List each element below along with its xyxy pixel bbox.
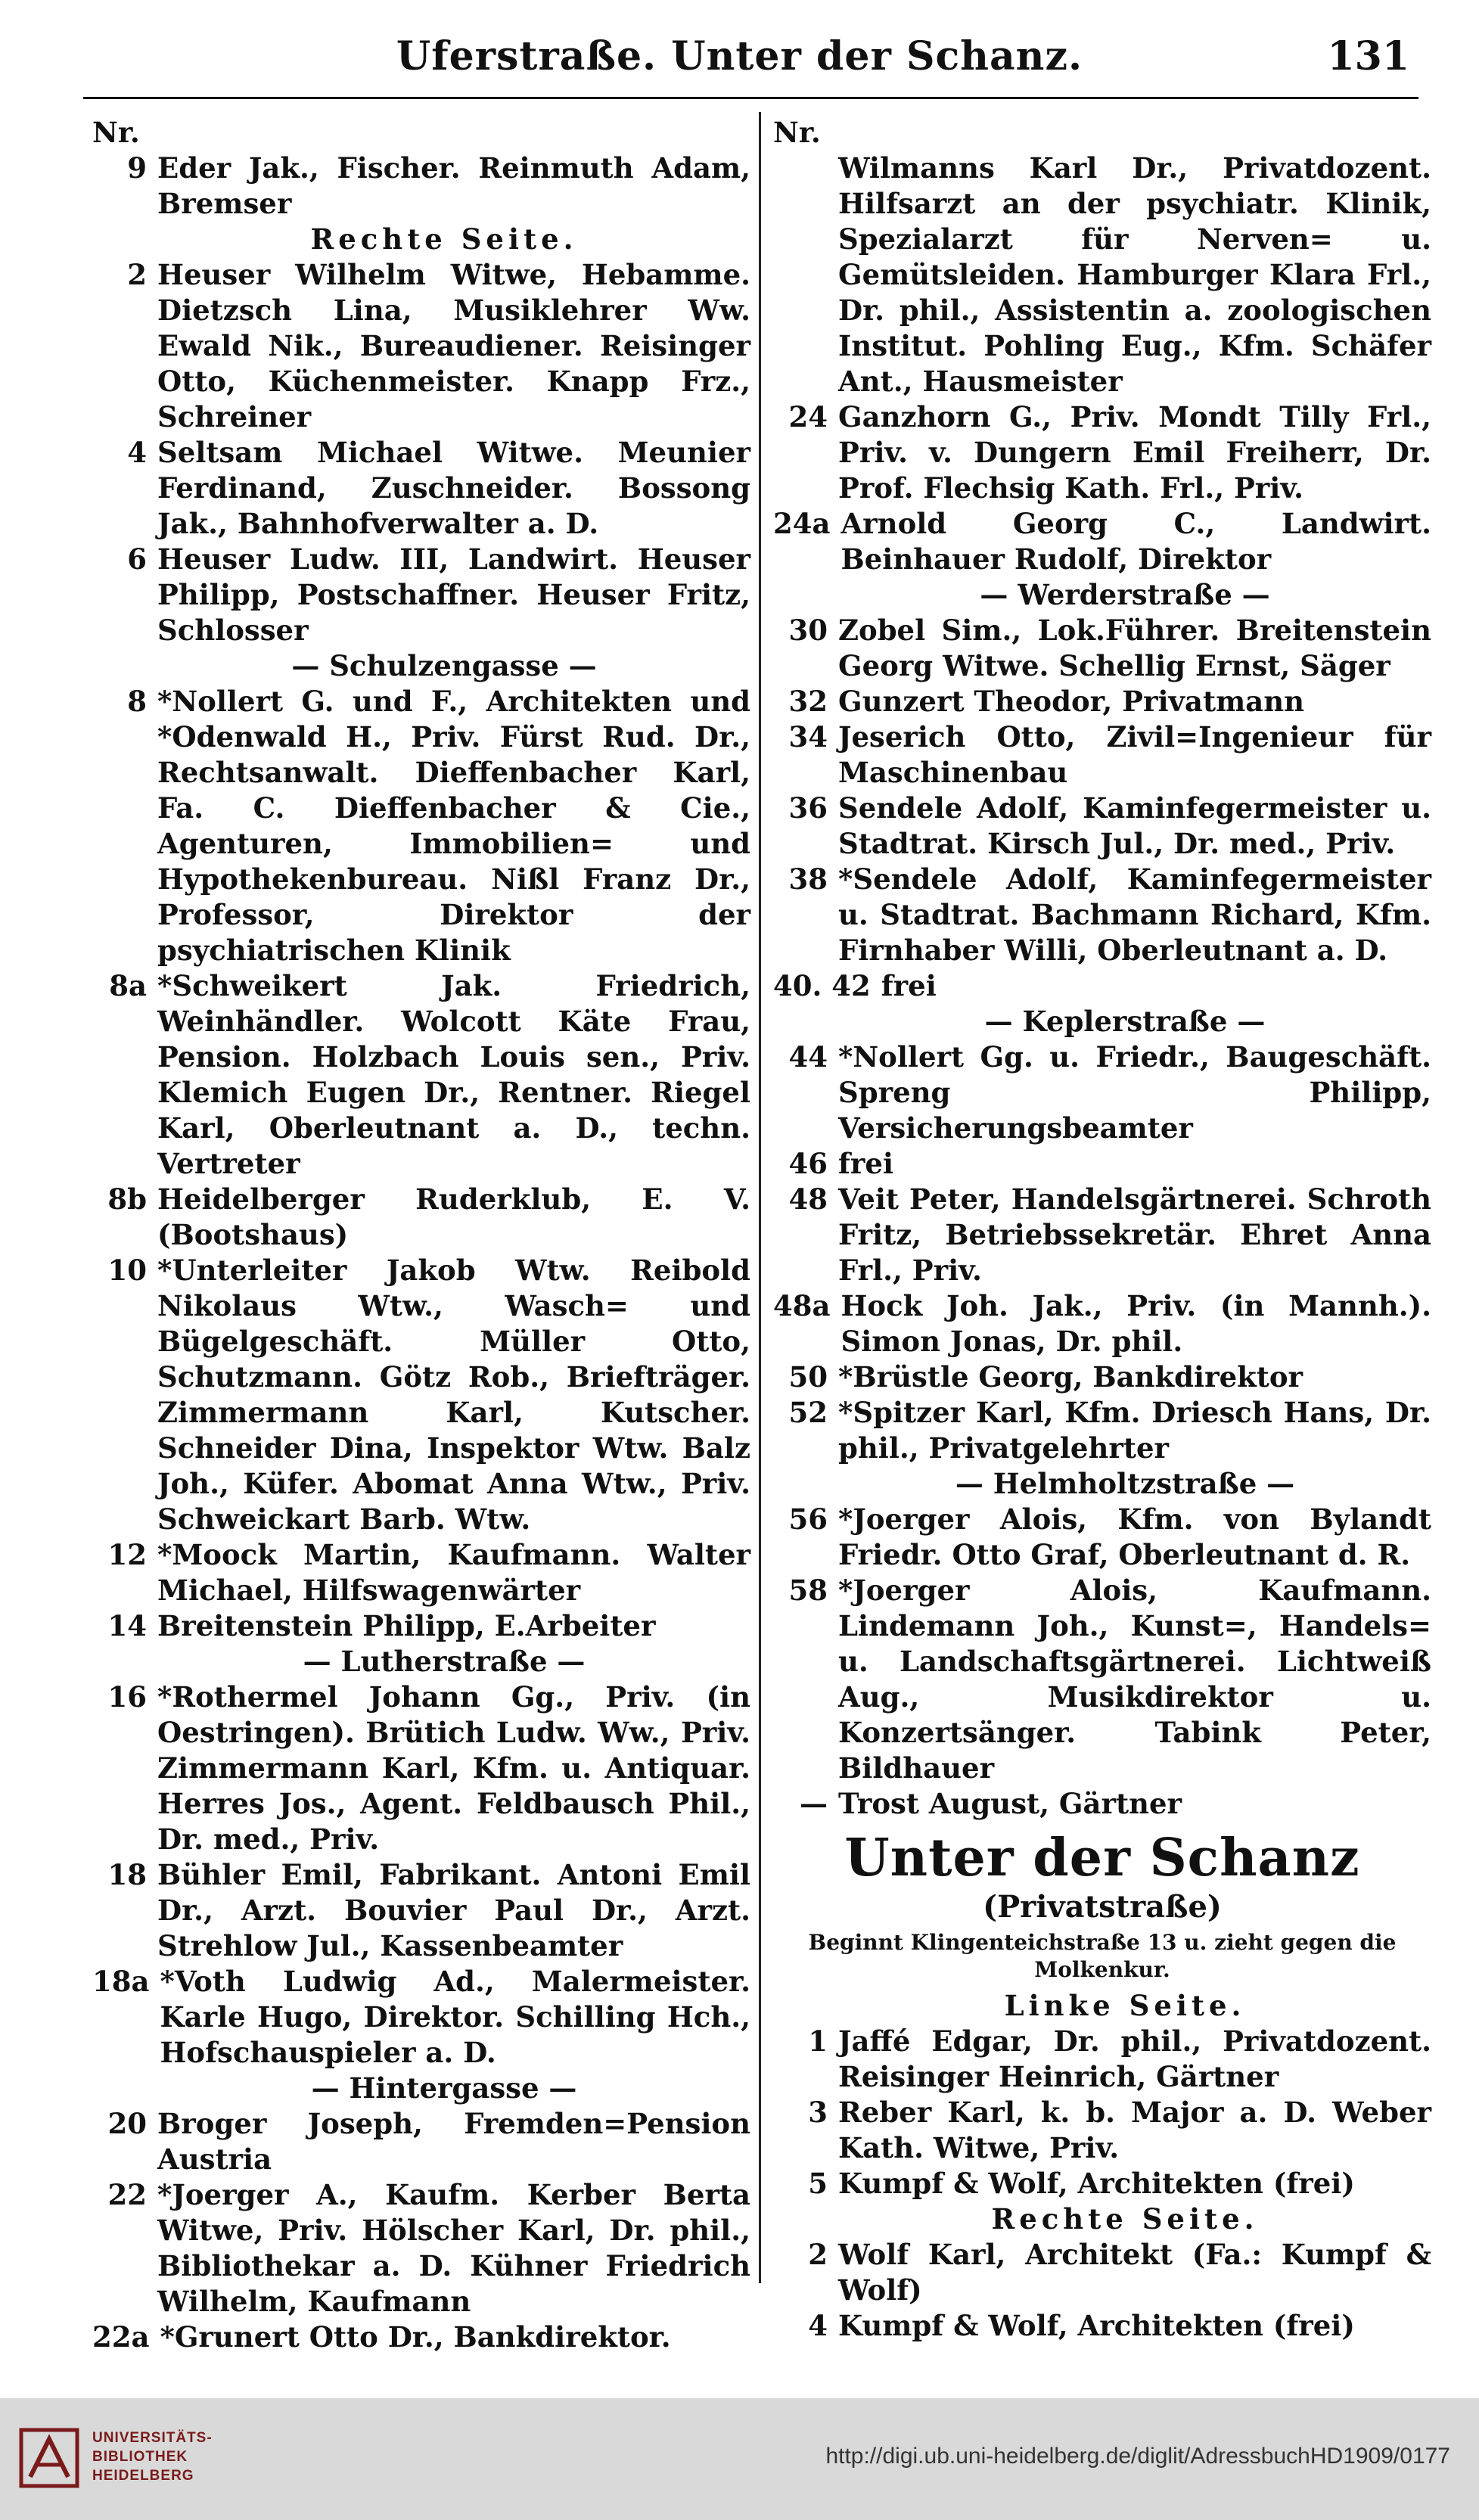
house-number: — <box>800 1787 828 1820</box>
house-number: 38 <box>788 862 828 896</box>
house-number: 4 <box>127 436 147 469</box>
directory-entry <box>92 1679 750 1857</box>
entry-text: Reber Karl, k. b. Major a. D. Weber Kath. Witwe, Priv. <box>838 2096 1431 2164</box>
cross-street: — Lutherstraße — <box>303 1645 586 1678</box>
entry-text: *Spitzer Karl, Kfm. Driesch Hans, Dr. phil., Privatgelehrter <box>838 1396 1431 1465</box>
footer-bar <box>0 2398 1479 2520</box>
entry-text: *Unterleiter Jakob Wtw. Reibold Nikolaus Wtw., Wasch= und Bügelgeschäft. Müller Otto, Schutzmann. Götz Rob., Briefträger. Zimmermann Karl, Kutscher. Schneider Dina, Inspektor Wtw. Balz Joh., Küfer. Abomat Anna Wtw., Priv. Schweickart Barb. Wtw. <box>157 1254 750 1536</box>
right-column <box>773 115 1431 2342</box>
entry-text: Trost August, Gärtner <box>838 1787 1182 1820</box>
entry-text: *Voth Ludwig Ad., Malermeister. Karle Hugo, Direktor. Schilling Hch., Hofschauspieler a. D. <box>160 1965 750 2069</box>
house-number: 20 <box>107 2107 147 2140</box>
house-number: 8 <box>127 685 147 718</box>
source-url-link[interactable]: http://digi.ub.uni-heidelberg.de/diglit/AdressbuchHD1909/0177 <box>825 2444 1450 2469</box>
cross-street: — Hintergasse — <box>311 2071 577 2105</box>
column-divider <box>759 112 761 2283</box>
university-library-logo-icon-svg <box>17 2425 82 2490</box>
house-number: 2 <box>808 2238 828 2271</box>
house-number: 48a <box>773 1289 831 1322</box>
house-number: 50 <box>788 1360 828 1394</box>
directory-entry <box>773 2237 1431 2308</box>
entry-text: *Sendele Adolf, Kaminfegermeister u. Stadtrat. Bachmann Richard, Kfm. Firnhaber Willi, Oberleutnant a. D. <box>838 862 1431 967</box>
directory-entry <box>773 684 1431 719</box>
column-head: Nr. <box>92 116 140 149</box>
directory-entry <box>773 1786 1431 1822</box>
side-heading: Linke Seite. <box>1004 1989 1246 2022</box>
house-number: 3 <box>808 2096 828 2129</box>
entry-text: frei <box>838 1147 894 1180</box>
entry-text: Jaffé Edgar, Dr. phil., Privatdozent. Reisinger Heinrich, Gärtner <box>838 2024 1431 2093</box>
house-number: 5 <box>808 2167 828 2200</box>
entry-text: Jeserich Otto, Zivil=Ingenieur für Maschinenbau <box>838 720 1431 789</box>
directory-entry <box>773 2024 1431 2095</box>
street-section-subtitle: (Privatstraße) <box>983 1889 1222 1925</box>
directory-entry <box>773 1182 1431 1288</box>
header-rule <box>83 97 1418 99</box>
entry-text: Seltsam Michael Witwe. Meunier Ferdinand, Zuschneider. Bossong Jak., Bahnhofverwalter a. D. <box>157 436 750 540</box>
right-column-blocks <box>773 151 1431 2344</box>
entry-text: Heuser Wilhelm Witwe, Hebamme. Dietzsch Lina, Musiklehrer Ww. Ewald Nik., Bureaudiener. Reisinger Otto, Küchenmeister. Knapp Frz., Schreiner <box>157 258 750 433</box>
entry-text: *Nollert Gg. u. Friedr., Baugeschäft. Spreng Philipp, Versicherungsbeamter <box>838 1040 1431 1145</box>
house-number: 9 <box>127 151 147 185</box>
entry-text: Eder Jak., Fischer. Reinmuth Adam, Bremser <box>157 151 750 220</box>
directory-entry <box>773 1502 1431 1573</box>
directory-entry <box>92 684 750 968</box>
directory-entry <box>773 1288 1431 1359</box>
left-column-blocks <box>92 151 750 2355</box>
house-number: 8b <box>107 1182 147 1216</box>
directory-entry <box>773 1039 1431 1146</box>
directory-entry <box>773 1146 1431 1182</box>
entry-text: Heuser Ludw. III, Landwirt. Heuser Philipp, Postschaffner. Heuser Fritz, Schlosser <box>157 542 750 647</box>
entry-text: Kumpf & Wolf, Architekten (frei) <box>838 2167 1355 2200</box>
house-number: 52 <box>788 1396 828 1429</box>
entry-text: Veit Peter, Handelsgärtnerei. Schroth Fritz, Betriebssekretär. Ehret Anna Frl., Priv. <box>838 1182 1431 1287</box>
directory-entry <box>92 968 750 1182</box>
house-number: 32 <box>788 685 828 718</box>
cross-street: — Keplerstraße — <box>984 1005 1266 1038</box>
side-heading: Rechte Seite. <box>310 222 578 256</box>
column-head: Nr. <box>773 116 821 149</box>
house-number: 2 <box>127 258 147 291</box>
directory-entry <box>92 1608 750 1644</box>
library-name-line: BIBLIOTHEK <box>92 2449 188 2465</box>
directory-entry <box>92 1857 750 1964</box>
page-number: 131 <box>1327 33 1409 79</box>
library-name <box>92 2428 213 2485</box>
house-number: 30 <box>788 614 828 647</box>
entry-text: Bühler Emil, Fabrikant. Antoni Emil Dr., Arzt. Bouvier Paul Dr., Arzt. Strehlow Jul., Kassenbeamter <box>157 1858 750 1962</box>
entry-text: Sendele Adolf, Kaminfegermeister u. Stadtrat. Kirsch Jul., Dr. med., Priv. <box>838 791 1431 860</box>
directory-entry <box>92 1253 750 1537</box>
house-number: 56 <box>788 1502 828 1536</box>
house-number: 8a <box>109 969 147 1002</box>
house-number: 18 <box>107 1858 147 1891</box>
directory-entry <box>773 968 1431 1004</box>
running-title: Uferstraße. Unter der Schanz. <box>396 33 1083 79</box>
entry-text: frei <box>881 969 937 1002</box>
street-section-note: Beginnt Klingenteichstraße 13 u. zieht gegen die Molkenkur. <box>808 1930 1397 1982</box>
house-number: 34 <box>788 720 828 754</box>
house-number <box>773 151 838 399</box>
directory-entry <box>773 1573 1431 1786</box>
library-name-line: UNIVERSITÄTS- <box>92 2430 213 2446</box>
entry-text: *Brüstle Georg, Bankdirektor <box>838 1360 1303 1394</box>
directory-entry <box>773 151 1431 399</box>
house-number: 10 <box>107 1254 147 1287</box>
directory-entry <box>773 1359 1431 1395</box>
entry-text: *Rothermel Johann Gg., Priv. (in Oestringen). Brütich Ludw. Ww., Priv. Zimmermann Karl, Kfm. u. Antiquar. Herres Jos., Agent. Feldbausch Phil., Dr. med., Priv. <box>157 1680 750 1856</box>
directory-entry <box>92 542 750 648</box>
directory-entry <box>773 506 1431 577</box>
directory-entry <box>92 1182 750 1253</box>
house-number: 18a <box>92 1965 150 1998</box>
university-library-logo-icon <box>17 2425 82 2490</box>
entry-text: *Joerger Alois, Kfm. von Bylandt Friedr. Otto Graf, Oberleutnant d. R. <box>838 1502 1431 1571</box>
directory-entry <box>773 719 1431 791</box>
directory-entry <box>92 2106 750 2177</box>
entry-text: *Grunert Otto Dr., Bankdirektor. <box>160 2320 671 2354</box>
directory-entry <box>92 1964 750 2071</box>
house-number: 40. 42 <box>773 969 871 1002</box>
entry-text: *Moock Martin, Kaufmann. Walter Michael, Hilfswagenwärter <box>157 1538 750 1607</box>
directory-entry <box>92 2177 750 2320</box>
entry-text: Arnold Georg C., Landwirt. Beinhauer Rudolf, Direktor <box>840 507 1431 576</box>
directory-entry <box>773 862 1431 968</box>
house-number: 44 <box>788 1040 828 1074</box>
directory-entry <box>92 435 750 542</box>
house-number: 6 <box>127 542 147 576</box>
entry-text: Wolf Karl, Architekt (Fa.: Kumpf & Wolf) <box>838 2238 1431 2307</box>
entry-text: Broger Joseph, Fremden=Pension Austria <box>157 2107 750 2176</box>
cross-street: — Werderstraße — <box>980 578 1270 611</box>
house-number: 48 <box>788 1182 828 1216</box>
directory-entry <box>92 151 750 222</box>
directory-entry <box>773 1395 1431 1466</box>
directory-entry <box>92 2320 750 2355</box>
directory-entry <box>773 2308 1431 2344</box>
street-section-title: Unter der Schanz <box>844 1828 1360 1888</box>
cross-street: — Schulzengasse — <box>291 649 597 682</box>
directory-entry <box>92 257 750 435</box>
house-number: 36 <box>788 791 828 825</box>
directory-entry <box>773 399 1431 506</box>
page-header <box>0 0 1479 121</box>
entry-text: *Joerger Alois, Kaufmann. Lindemann Joh., Kunst=, Handels= u. Landschaftsgärtnerei. Lichtweiß Aug., Musikdirektor u. Konzertsänger. Tabink Peter, Bildhauer <box>838 1574 1431 1785</box>
entry-text: Kumpf & Wolf, Architekten (frei) <box>838 2309 1355 2342</box>
directory-entry <box>773 2095 1431 2166</box>
entry-text: Wilmanns Karl Dr., Privatdozent. Hilfsarzt an der psychiatr. Klinik, Spezialarzt für Nerven= u. Gemütsleiden. Hamburger Klara Frl., Dr. phil., Assistentin a. zoologischen Institut. Pohling Eug., Kfm. Schäfer Ant., Hausmeister <box>838 151 1431 398</box>
house-number: 22a <box>92 2320 150 2354</box>
entry-text: Ganzhorn G., Priv. Mondt Tilly Frl., Priv. v. Dungern Emil Freiherr, Dr. Prof. Flechsig Kath. Frl., Priv. <box>838 400 1431 505</box>
house-number: 58 <box>788 1574 828 1607</box>
side-heading: Rechte Seite. <box>991 2202 1259 2236</box>
directory-entry <box>773 791 1431 862</box>
house-number: 1 <box>808 2024 828 2058</box>
house-number: 22 <box>107 2178 147 2211</box>
house-number: 16 <box>107 1680 147 1714</box>
entry-text: Gunzert Theodor, Privatmann <box>838 685 1305 718</box>
library-name-line: HEIDELBERG <box>92 2468 194 2484</box>
house-number: 4 <box>808 2309 828 2342</box>
house-number: 14 <box>107 1609 147 1642</box>
left-column <box>92 115 750 2354</box>
entry-text: *Joerger A., Kaufm. Kerber Berta Witwe, Priv. Hölscher Karl, Dr. phil., Bibliothekar a. D. Kühner Friedrich Wilhelm, Kaufmann <box>157 2178 750 2318</box>
house-number: 12 <box>107 1538 147 1571</box>
directory-entry <box>92 1537 750 1608</box>
cross-street: — Helmholtzstraße — <box>955 1467 1295 1500</box>
entry-text: Heidelberger Ruderklub, E. V. (Bootshaus) <box>157 1182 750 1251</box>
entry-text: Zobel Sim., Lok.Führer. Breitenstein Georg Witwe. Schellig Ernst, Säger <box>838 614 1431 682</box>
house-number: 24a <box>773 507 831 540</box>
house-number: 46 <box>788 1147 828 1180</box>
entry-text: *Nollert G. und F., Architekten und *Odenwald H., Priv. Fürst Rud. Dr., Rechtsanwalt. Dieffenbacher Karl, Fa. C. Dieffenbacher & Cie., Agenturen, Immobilien= und Hypothekenbureau. Nißl Franz Dr., Professor, Direktor der psychiatrischen Klinik <box>157 685 750 967</box>
directory-entry <box>773 613 1431 684</box>
house-number: 24 <box>788 400 828 433</box>
directory-entry <box>773 2166 1431 2202</box>
entry-text: *Schweikert Jak. Friedrich, Weinhändler. Wolcott Käte Frau, Pension. Holzbach Louis sen., Priv. Klemich Eugen Dr., Rentner. Riegel Karl, Oberleutnant a. D., techn. Vertreter <box>157 969 750 1180</box>
entry-text: Breitenstein Philipp, E.Arbeiter <box>157 1609 656 1642</box>
entry-text: Hock Joh. Jak., Priv. (in Mannh.). Simon Jonas, Dr. phil. <box>840 1289 1431 1358</box>
